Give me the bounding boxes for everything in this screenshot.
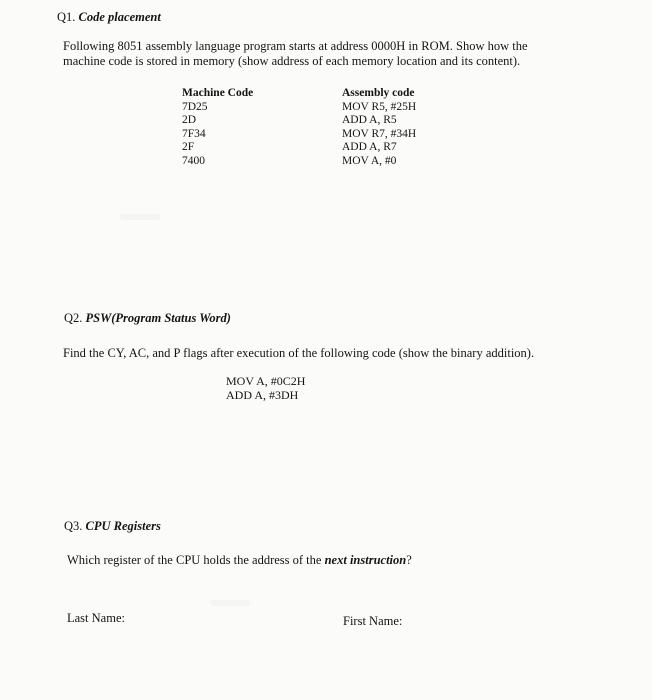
machine-code-line: 7400 — [182, 154, 205, 167]
q1-title: Code placement — [78, 10, 161, 24]
q1-heading — [57, 10, 161, 25]
q3-number: Q3. — [64, 519, 83, 533]
assembly-code-line: MOV A, #0 — [342, 154, 397, 167]
q3-text — [67, 553, 412, 568]
q3-text-before: Which register of the CPU holds the address of the — [67, 553, 325, 567]
assembly-code-line: MOV R7, #34H — [342, 127, 417, 140]
last-name-label: Last Name: — [67, 611, 125, 625]
q3-text-after: ? — [406, 553, 412, 567]
q2-code-line: ADD A, #3DH — [226, 388, 299, 402]
q3-heading — [64, 519, 161, 534]
q3-text-emphasis: next instruction — [324, 553, 407, 567]
q2-title: PSW(Program Status Word) — [85, 311, 231, 325]
q2-text: Find the CY, AC, and P flags after execution of the following code (show the binary addition). — [63, 346, 535, 360]
q1-instructions — [63, 39, 623, 69]
scan-smudge — [120, 214, 160, 220]
first-name-label: First Name: — [343, 614, 403, 628]
q2-code-block — [226, 374, 305, 402]
q2-number: Q2. — [64, 311, 83, 325]
q1-text-line2: machine code is stored in memory (show address of each memory location and its content). — [63, 54, 521, 68]
q2-code-line: MOV A, #0C2H — [226, 374, 306, 388]
q2-heading — [64, 311, 231, 326]
assembly-code-column — [342, 87, 416, 168]
machine-code-column — [182, 87, 253, 168]
q1-number: Q1. — [57, 10, 76, 24]
assembly-code-line: ADD A, R7 — [342, 141, 397, 153]
scan-smudge — [210, 600, 250, 606]
machine-code-header: Machine Code — [182, 87, 254, 99]
assembly-code-line: MOV R5, #25H — [342, 100, 417, 113]
machine-code-line: 7F34 — [182, 127, 206, 140]
machine-code-line: 7D25 — [182, 100, 208, 113]
assembly-code-line: ADD A, R5 — [342, 114, 397, 126]
assembly-code-header: Assembly code — [342, 87, 415, 99]
machine-code-line: 2D — [182, 114, 197, 126]
q1-text-line1: Following 8051 assembly language program starts at address 0000H in ROM. Show how the — [63, 39, 528, 53]
machine-code-line: 2F — [182, 141, 195, 153]
q3-title: CPU Registers — [85, 519, 161, 533]
